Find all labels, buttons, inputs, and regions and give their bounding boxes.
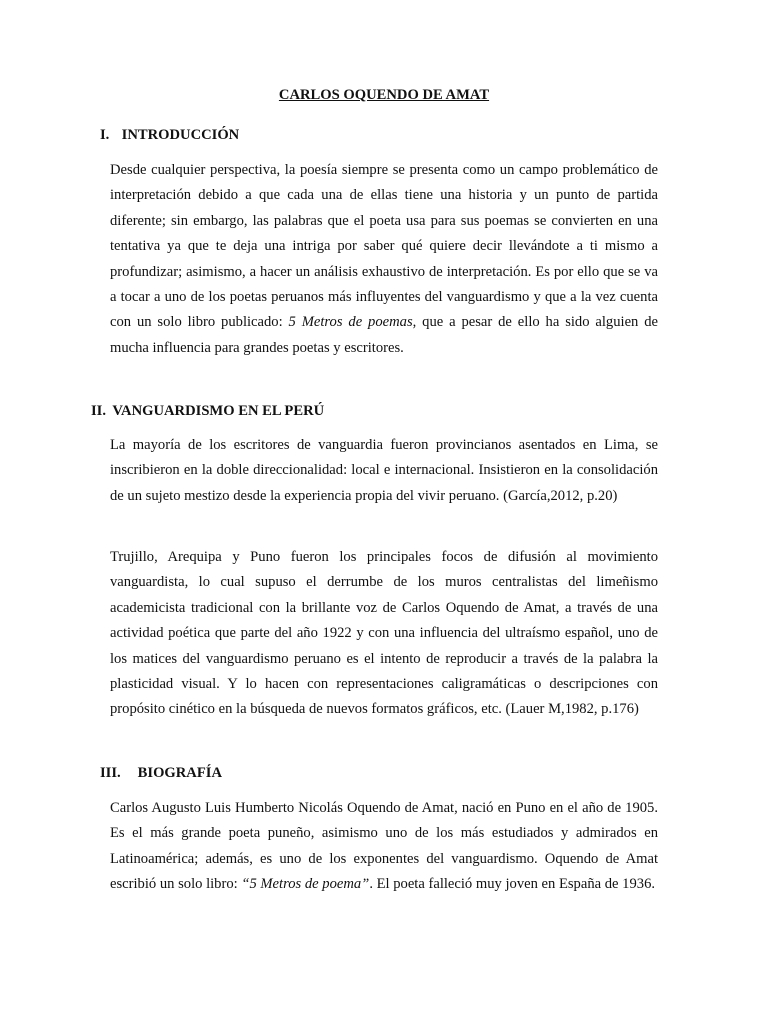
paragraph-introduccion	[110, 158, 658, 361]
paragraph-biografia	[110, 796, 658, 898]
paragraph-vanguardismo-2: Trujillo, Arequipa y Puno fueron los principales focos de difusión al movimiento vanguardista, lo cual supuso el derrumbe de los muros centralistas del limeñismo academicista tradicional con la brillante voz de Carlos Oquendo de Amat, a través de una actividad poética que parte del año 1922 y con una influencia del ultraísmo español, uno de los matices del vanguardismo peruano es el intento de reproducir a través de la palabra la plasticidad visual. Y lo hacen con representaciones caligramáticas o descripciones con propósito cinético en la búsqueda de nuevos formatos gráficos, etc. (Lauer M,1982, p.176)	[110, 549, 658, 718]
section-number: I.	[100, 127, 110, 143]
section-heading-introduccion	[100, 124, 239, 146]
document-title: CARLOS OQUENDO DE AMAT	[278, 87, 490, 103]
section-number: III.	[100, 765, 121, 781]
section-title: VANGUARDISMO EN EL PERÚ	[112, 403, 325, 419]
section-heading-biografia	[100, 762, 222, 784]
section-number: II.	[91, 403, 107, 419]
paragraph-text: Carlos Augusto Luis Humberto Nicolás Oquendo de Amat, nació en Puno en el año de 1905. Es el más grande poeta puneño, asimismo uno de los más estudiados y admirados en Latinoamérica; además, es uno de los exponentes del vanguardismo. Oquendo de Amat escribió un solo libro:	[110, 800, 658, 893]
section-title: BIOGRAFÍA	[137, 765, 222, 781]
paragraph-text: Desde cualquier perspectiva, la poesía siempre se presenta como un campo problemático de interpretación debido a que cada una de ellas tiene una historia y un punto de partida diferente; sin embargo, las palabras que el poeta usa para sus poemas se convierten en una tentativa ya que te deja una intriga por saber qué quiere decir llevándote a ti mismo a profundizar; asimismo, a hacer un análisis exhaustivo de interpretación. Es por ello que se va a tocar a uno de los poetas peruanos más influyentes del vanguardismo y que a la vez cuenta con un solo libro publicado:	[110, 162, 658, 331]
paragraph-vanguardismo-1: La mayoría de los escritores de vanguardia fueron provincianos asentados en Lima, se inscribieron en la doble direccionalidad: local e internacional. Insistieron en la consolidación de un sujeto mestizo desde la experiencia propia del vivir peruano. (García,2012, p.20)	[110, 437, 658, 504]
section-title: INTRODUCCIÓN	[121, 127, 240, 143]
book-title: “5 Metros de poema”	[241, 876, 370, 893]
section-heading-vanguardismo	[91, 400, 324, 422]
book-title: 5 Metros de poemas	[288, 314, 413, 331]
paragraph-text: . El poeta falleció muy joven en España de 1936.	[369, 876, 656, 893]
paragraph-text: , que a pesar de ello ha sido alguien de mucha influencia para grandes poetas y escritores.	[110, 314, 659, 356]
